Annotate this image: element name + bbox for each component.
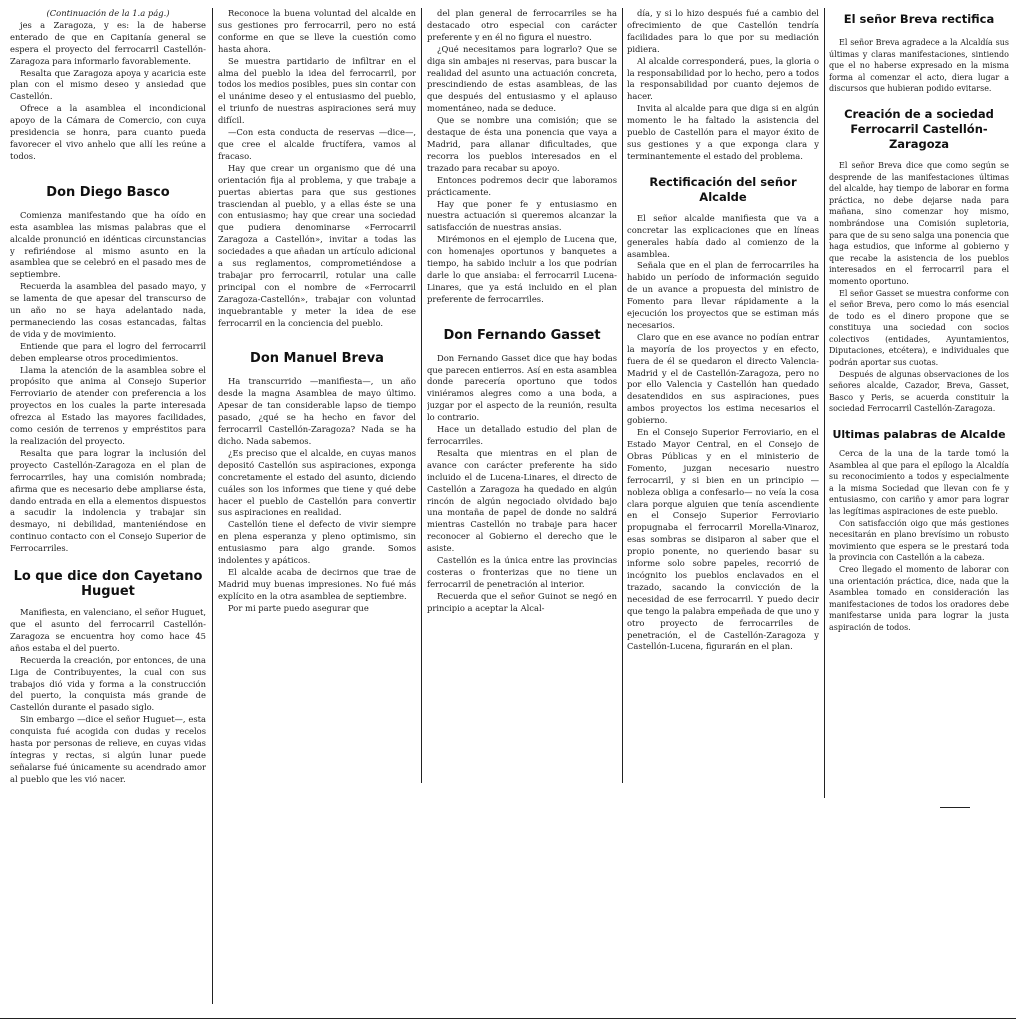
paragraph: Sin embargo —dice el señor Huguet—, esta conquista fué acogida con dudas y recelos hasta por personas de relieve, en cuyas vidas íntegras y rectas, si algún lunar puede señalarse fué únicamente su acendrado amor al pueblo que les vió nacer. [10,714,206,784]
paragraph: Al alcalde corresponderá, pues, la gloria o la responsabilidad por lo hecho, pero a todos la responsabilidad por cuanto dejemos de hacer. [627,55,819,102]
paragraph: Invita al alcalde para que diga si en algún momento le ha faltado la asistencia del pueblo de Castellón para el mayor éxito de sus gestiones y a que exponga clara y terminantemente el estado del problema. [627,103,819,161]
paragraph: Mirémonos en el ejemplo de Lucena que, con homenajes oportunos y banquetes a tiempo, ha sabido incluir a los que podrían darle lo que ansiaba: el ferrocarril Lucena-Linares, que ya está incluido en el plan preferente de ferrocarriles. [427,234,617,304]
column-2 [218,8,416,788]
paragraph: Castellón es la única entre las provincias costeras o fronterizas que no tiene un ferrocarril de penetración al interior. [427,555,617,589]
paragraph: del plan general de ferrocarriles se ha destacado otro especial con carácter preferente y en él no figura el nuestro. [427,8,617,42]
paragraph: El señor alcalde manifiesta que va a concretar las explicaciones que en líneas generales había dado al comienzo de la asamblea. [627,212,819,259]
paragraph: Resalta que mientras en el plan de avance con carácter preferente ha sido incluido el de Lucena-Linares, el directo de Castellón a Zaragoza ha quedado en algún rincón de algún negociado olvidado bajo una montaña de papel de donde no saldrá mientras Castellón no trabaje para hacer reconocer al Gobierno el derecho que le asiste. [427,447,617,554]
column-rule [622,8,623,783]
paragraph: Ha transcurrido —manifiesta—, un año desde la magna Asamblea de mayo último. Apesar de tan considerable lapso de tiempo pasado, ¿qué se ha hecho en favor del ferrocarril Castellón-Zaragoza? Nada se ha dicho. Nada sabemos. [218,376,416,446]
heading-ultimas-palabras: Ultimas palabras de Alcalde [832,428,1006,442]
column-5 [829,8,1009,798]
heading-breva-rectifica: El señor Breva rectifica [843,12,995,26]
paragraph: Hay que crear un organismo que dé una orientación fija al problema, y que trabaje a puertas abiertas para que sus gestiones trasciendan al pueblo, y a ellas éste se una con entusiasmo; hay que crear una sociedad que pudiera denominarse «Ferrocarril Zaragoza a Castellón», invitar a todas las sociedades a que añadan un artículo adicional a sus reglamentos, comprometiéndose a trabajar pro ferrocarril, rotular una calle principal con el nombre de «Ferrocarril Zaragoza-Castellón», trabajar con voluntad inquebrantable y meter la idea de ese ferrocarril en la conciencia del pueblo. [218,162,416,328]
column-1 [10,8,206,1008]
heading-rectificacion-alcalde: Rectificación del señor Alcalde [649,174,797,204]
paragraph: En el Consejo Superior Ferroviario, en el Estado Mayor Central, en el Consejo de Obras Públicas y en el ministerio de Fomento, juzgan necesario nuestro ferrocarril, y si bien en un principio —nobleza obliga a confesarlo— no veía la cosa clara porque alguien que tenía ascendiente en el Consejo Superior Ferroviario propugnaba el ferrocarril Morella-Vinaroz, esas sombras se disiparon al saber que el propio ponente, no queriendo basar su informe solo sobre papeles, recorrió de incógnito los pueblos enclavados en el trazado, sacando la convicción de la necesidad de ese ferrocarril. Y puedo decir que tengo la palabra empeñada de que uno y otro proyecto de ferrocarriles de penetración, el de Castellón-Zaragoza y Castellón-Lucena, figurarán en el plan. [627,427,819,652]
paragraph: Por mi parte puedo asegurar que [228,602,369,613]
paragraph: El alcalde acaba de decirnos que trae de Madrid muy buenas impresiones. No fué más explícito en la otra asamblea de septiembre. [218,566,416,601]
paragraph: jes a Zaragoza, y es: la de haberse enterado de que en Capitanía general se espera el proyecto del ferrocarril Castellón-Zaragoza para informarlo favorablemente. [10,19,206,66]
paragraph: Con satisfacción oigo que más gestiones necesitarán en plano brevísimo un robusto movimiento que espera se le prestará toda la provincia con Castellón a la cabeza. [829,518,1009,563]
column-4 [627,8,819,788]
paragraph: día, y si lo hizo después fué a cambio del ofrecimiento de que Castellón tendría facilidades para lo que por su mediación pidiera. [627,8,819,54]
paragraph: ¿Qué necesitamos para lograrlo? Que se diga sin ambajes ni reservas, para buscar la realidad del asunto una actuación concreta, prescindiendo de estas asambleas, de las que después del entusiasmo y el aplauso momentáneo, nada se deduce. [427,43,617,114]
paragraph: Después de algunas observaciones de los señores alcalde, Cazador, Breva, Gasset, Basco y Peris, se acuerda constituir la sociedad Ferrocarril Castellón-Zaragoza. [829,369,1009,414]
paragraph: Entonces podremos decir que laboramos prácticamente. [427,174,617,197]
column-rule [421,8,422,783]
paragraph: Cerca de la una de la tarde tomó la Asamblea al que para el epílogo la Alcaldía su reconocimiento a todos y especialmente a la misma Sociedad que llevan con fe y entusiasmo, con cariño y amor para lograr las legítimas aspiraciones de este pueblo. [829,449,1009,516]
paragraph: Castellón tiene el defecto de vivir siempre en plena esperanza y pleno optimismo, sin entusiasmo para algo grande. Somos indolentes y apáticos. [218,519,416,566]
paragraph: Creo llegado el momento de laborar con una orientación práctica, dice, nada que la Asamblea tomado en consideración las manifestaciones de todos los oradores debe manifestarse unida para lograr la justa aspiración de todos. [829,564,1009,632]
paragraph: Claro que en ese avance no podían entrar la mayoría de los proyectos y en efecto, fuera de él se quedaron el directo Valencia-Madrid y el de Castellón-Zaragoza, pero no por ello Valencia y Castellón han quedado desatendidos en sus aspiraciones, pues ambos proyectos los estima necesarios el gobierno. [627,331,819,426]
paragraph: ¿Es preciso que el alcalde, en cuyas manos depositó Castellón sus aspiraciones, exponga concretamente el estado del asunto, diciendo cuáles son los informes que tiene y qué debe hacer el pueblo de Castellón para convertir sus aspiraciones en realidad. [218,447,416,518]
paragraph: Llama la atención de la asamblea sobre el propósito que anima al Consejo Superior Ferroviario de atender con preferencia a los proyectos en los cuales la parte interesada ofrezca al Estado las mayores facilidades, como cesión de terrenos y empréstitos para la realización del proyecto. [10,364,206,446]
paragraph: El señor Breva dice que como según se desprende de las manifestaciones últimas del alcalde, hay tiempo de laborar en forma práctica, no debe dejarse nada para mañana, sino comenzar hoy mismo, nombrándose una Comisión supletoria, para que de su seno salga una ponencia que haga estudios, que informe al gobierno y que recabe la asistencia de los pueblos interesados en el ferrocarril para el momento oportuno. [829,160,1009,286]
paragraph: Se muestra partidario de infiltrar en el alma del pueblo la idea del ferrocarril, por todos los medios posibles, pues sin contar con el unánime deseo y el entusiasmo del pueblo, el triunfo de nuestras aspiraciones será muy difícil. [218,55,416,126]
end-rule [940,807,970,808]
column-rule [212,8,213,1004]
paragraph: Hace un detallado estudio del plan de ferrocarriles. [427,424,617,446]
paragraph: Señala que en el plan de ferrocarriles ha habido un período de información seguido de un avance a propuesta del ministro de Fomento para llevar rápidamente a la ejecución los proyectos que se estiman más necesarios. [627,260,819,330]
paragraph: Don Fernando Gasset dice que hay bodas que parecen entierros. Así en esta asamblea donde parecería oportuno que todos viniéramos alegres como a una boda, a juzgar por el aspecto de la reunión, resulta lo contrario. [427,352,617,423]
paragraph: Manifiesta, en valenciano, el señor Huguet, que el asunto del ferrocarril Castellón-Zaragoza se encuentra hoy como hace 45 años estaba el del puerto. [10,607,206,653]
paragraph: Ofrece a la asamblea el incondicional apoyo de la Cámara de Comercio, con cuya presidencia se honra, para cuanto pueda favorecer el vivo anhelo que allí les reúne a todos. [10,103,206,161]
paragraph: Que se nombre una comisión; que se destaque de ésta una ponencia que vaya a Madrid, para allanar dificultades, que recorra los pueblos interesados en el trazado para recabar su apoyo. [427,115,617,173]
paragraph: Hay que poner fe y entusiasmo en nuestra actuación si queremos alcanzar la satisfacción de nuestras ansias. [427,198,617,233]
paragraph: Resalta que Zaragoza apoya y acaricia este plan con el mismo deseo y ansiedad que Castellón. [10,67,206,102]
paragraph: Entiende que para el logro del ferrocarril deben emplearse otros procedimientos. [10,340,206,363]
paragraph: Recuerda la asamblea del pasado mayo, y se lamenta de que apesar del transcurso de un año no se haya adelantado nada, permaneciendo las cosas estancadas, faltas de vida y de movimiento. [10,281,206,339]
paragraph: Resalta que para lograr la inclusión del proyecto Castellón-Zaragoza en el plan de ferrocarriles, hay una comisión nombrada; afirma que es necesario debe ampliarse ésta, dando entrada en ella a elementos dispuestos a sacudir la indolencia y trabajar sin desmayo, ni debilidad, manteniéndose en continuo contacto con el Consejo Superior de Ferrocarriles. [10,447,206,554]
paragraph: Reconoce la buena voluntad del alcalde en sus gestiones pro ferrocarril, pero no está conforme en que se lleve la cuestión como hasta ahora. [218,8,416,54]
heading-cayetano-huguet: Lo que dice don Cayetano Huguet [13,569,203,600]
column-rule [824,8,825,798]
paragraph: El señor Gasset se muestra conforme con el señor Breva, pero como lo más esencial de todo es el dinero propone que se constituya una sociedad con socios colectivos (entidades, Ayuntamientos, Diputaciones, etcétera), e individuales que podrán aportar sus cuotas. [829,288,1009,368]
continuation-note: (Continuación de la 1.a pág.) [46,8,170,18]
heading-creacion-sociedad: Creación de a sociedad Ferrocarril Castellón-Zaragoza [844,106,994,151]
paragraph: Comienza manifestando que ha oído en esta asamblea las mismas palabras que el alcalde pronunció en idénticas circunstancias y refiriéndose al mismo asunto en la asamblea que se celebró en el pasado mes de septiembre. [10,209,206,280]
heading-diego-basco: Don Diego Basco [46,184,170,200]
paragraph: Recuerda la creación, por entonces, de una Liga de Contribuyentes, la cual con sus trabajos dió vida y forma a la construcción del puerto, la conquista más grande de Castellón durante el pasado siglo. [10,654,206,713]
column-3 [427,8,617,788]
paragraph: Recuerda que el señor Guinot se negó en principio a aceptar la Alcal- [427,590,617,613]
heading-manuel-breva: Don Manuel Breva [250,351,384,367]
bottom-rule [0,1018,1016,1019]
heading-fernando-gasset: Don Fernando Gasset [443,327,601,343]
paragraph: —Con esta conducta de reservas —dice—, que cree el alcalde fructífera, vamos al fracaso. [218,127,416,161]
paragraph: El señor Breva agradece a la Alcaldía sus últimas y claras manifestaciones, sintiendo que el no haberse expresado en la misma forma al comenzar el acto, diera lugar a discursos que hubieran podido evitarse. [829,38,1009,94]
